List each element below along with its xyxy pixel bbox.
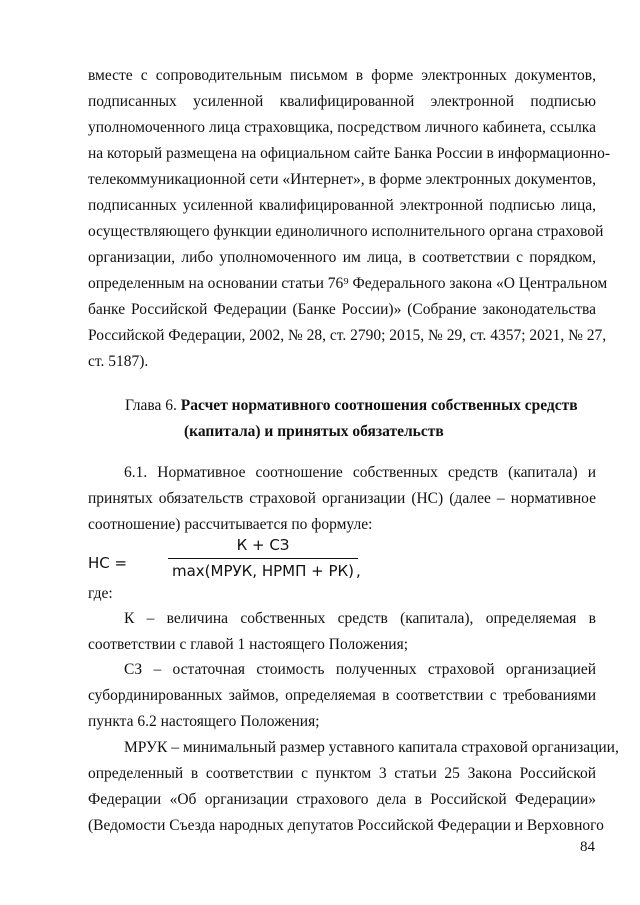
text-line: подписанных усиленной квалифицированной электронной подписью — [88, 93, 596, 110]
text-line: соотношение) рассчитывается по формуле: — [88, 516, 373, 533]
text-line: соответствии с главой 1 настоящего Положения; — [88, 636, 409, 653]
chapter-title-line2: (капитала) и принятых обязательств — [184, 423, 444, 440]
formula-lhs: НС = — [88, 554, 128, 572]
chapter-heading — [125, 396, 578, 416]
text-line: 6.1. Нормативное соотношение собственных средств (капитала) и — [124, 464, 596, 481]
text-line: банке Российской Федерации (Банке России)» (Собрание законодательства — [88, 301, 596, 318]
chapter-title-line1: Расчет нормативного соотношения собственных средств — [180, 397, 578, 414]
text-line: пункта 6.2 настоящего Положения; — [88, 713, 320, 730]
formula-numerator: К + СЗ — [236, 536, 290, 554]
formula-denominator: max(МРУК, НРМП + РК) — [171, 562, 355, 580]
text-line: осуществляющего функции единоличного исполнительного органа страховой — [88, 223, 604, 240]
text-line: (Ведомости Съезда народных депутатов Российской Федерации и Верховного — [88, 817, 604, 834]
text-line: МРУК – минимальный размер уставного капитала страховой организации, — [124, 739, 619, 756]
fraction-bar — [168, 558, 358, 559]
text-line: подписанных усиленной квалифицированной электронной подписью лица, — [88, 197, 596, 214]
text-line: определенным на основании статьи 76⁹ Федерального закона «О Центральном — [88, 275, 608, 292]
text-line: уполномоченного лица страховщика, посредством личного кабинета, ссылка — [88, 119, 596, 136]
text-line: ст. 5187). — [88, 353, 149, 370]
text-line: вместе с сопроводительным письмом в форме электронных документов, — [88, 67, 596, 84]
text-line: на который размещена на официальном сайте Банка России в информационно- — [88, 145, 611, 162]
text-line: телекоммуникационной сети «Интернет», в форме электронных документов, — [88, 171, 596, 188]
formula-comma: , — [356, 562, 361, 580]
text-line: К – величина собственных средств (капитала), определяемая в — [124, 610, 596, 627]
chapter-label: Глава 6. — [125, 397, 177, 414]
text-line: организации, либо уполномоченного им лица, в соответствии с порядком, — [88, 249, 596, 266]
chapter-heading-line2 — [184, 422, 444, 442]
text-line: СЗ – остаточная стоимость полученных страховой организацией — [124, 661, 596, 678]
text-line: субординированных займов, определяемая в соответствии с требованиями — [88, 687, 596, 704]
text-line: Российской Федерации, 2002, № 28, ст. 2790; 2015, № 29, ст. 4357; 2021, № 27, — [88, 327, 607, 344]
where-label: где: — [88, 585, 113, 602]
text-line: определенный в соответствии с пунктом 3 статьи 25 Закона Российской — [88, 765, 596, 782]
text-line: Федерации «Об организации страхового дела в Российской Федерации» — [88, 791, 596, 808]
page-number: 84 — [580, 839, 595, 855]
text-line: принятых обязательств страховой организации (НС) (далее – нормативное — [88, 490, 596, 507]
